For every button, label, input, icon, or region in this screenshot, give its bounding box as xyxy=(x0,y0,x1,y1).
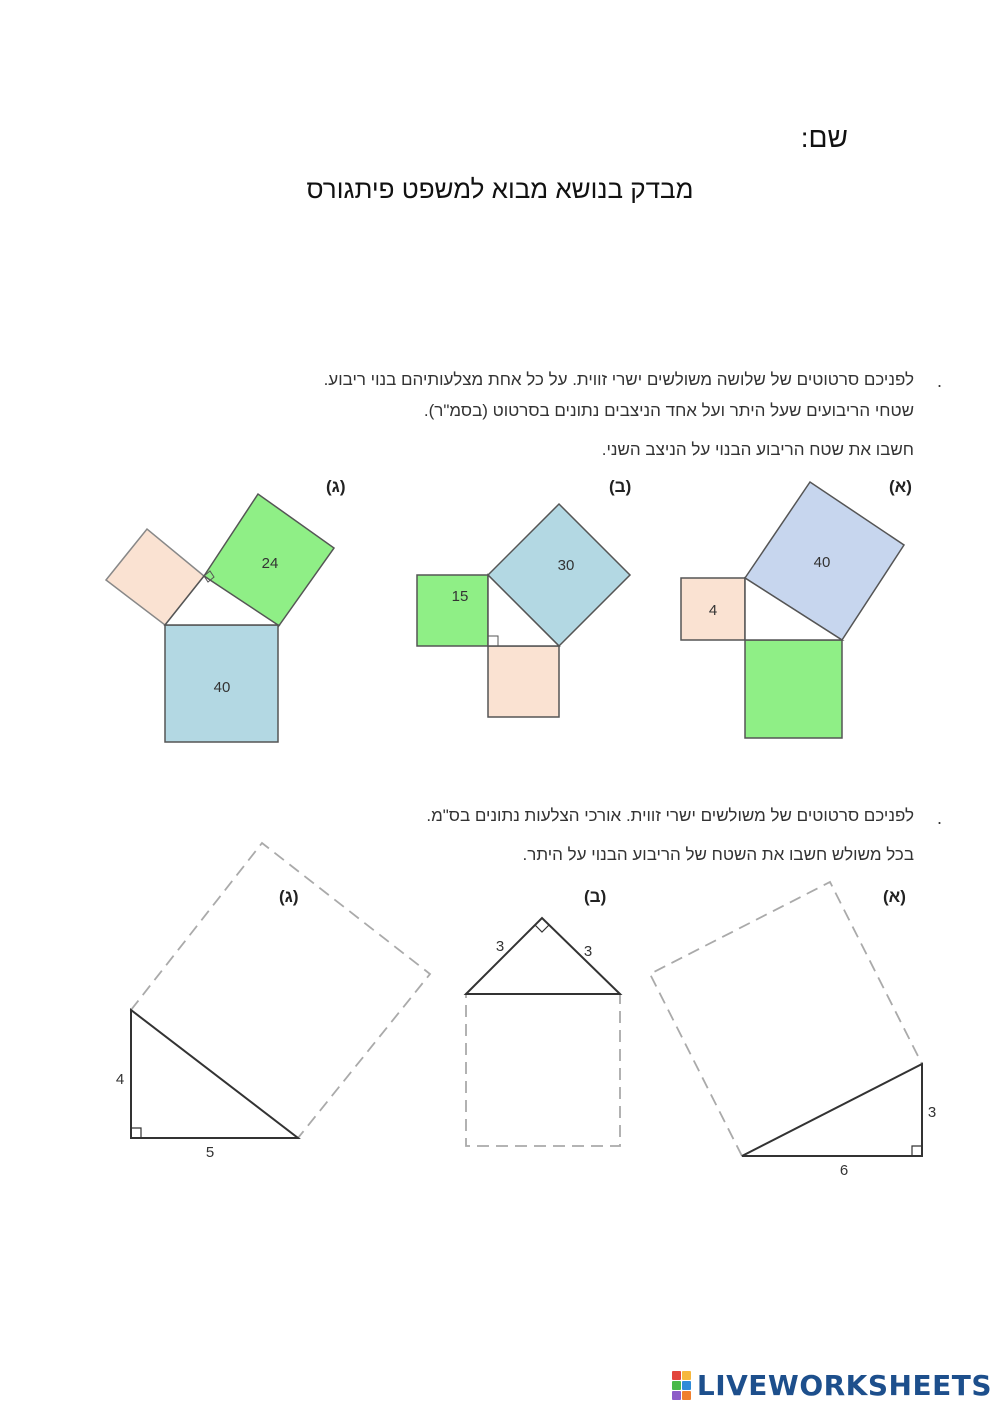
q2-figure-a xyxy=(650,882,936,1179)
q2a-triangle xyxy=(742,1064,922,1156)
footer-brand[interactable] xyxy=(672,1365,992,1405)
q2-figure-b xyxy=(466,918,620,1146)
question2-bullet: . xyxy=(936,808,942,828)
question1-line-3: חשבו את שטח הריבוע הבנוי על הניצב השני. xyxy=(601,440,914,459)
liveworksheets-logo-icon xyxy=(672,1371,691,1400)
q2-label-a: (א) xyxy=(883,887,906,906)
q1b-leg-area: 15 xyxy=(451,588,469,605)
q1a-leg-area: 4 xyxy=(708,602,718,619)
q2-figure-c xyxy=(116,843,430,1161)
q2b-leg-right: 3 xyxy=(583,943,593,960)
q1c-hyp-area: 40 xyxy=(213,679,231,696)
question2-line-2: בכל משולש חשבו את השטח של הריבוע הבנוי על היתר. xyxy=(522,845,914,864)
q1-label-c: (ג) xyxy=(326,477,346,496)
q1b-hyp-area: 30 xyxy=(557,557,575,574)
q2-label-c: (ג) xyxy=(279,887,299,906)
question1-line-2: שטחי הריבועים שעל היתר ועל אחד הניצבים נתונים בסרטוט (בסמ"ר). xyxy=(423,401,914,420)
page-title: מבדק בנושא מבוא למשפט פיתגורס xyxy=(306,174,694,204)
q2-label-b: (ב) xyxy=(584,887,607,906)
q2b-dashed-square xyxy=(466,994,620,1146)
question1-bullet: . xyxy=(936,371,942,391)
q2b-leg-left: 3 xyxy=(495,938,505,955)
q2c-leg-vertical: 4 xyxy=(115,1071,125,1088)
q2a-leg-horizontal: 6 xyxy=(839,1162,849,1179)
q1c-leg-area: 24 xyxy=(261,555,279,572)
question1-line-1: לפניכם סרטוטים של שלושה משולשים ישרי זווית. על כל אחת מצלעותיהם בנוי ריבוע. xyxy=(323,370,914,389)
q1-label-b: (ב) xyxy=(609,477,632,496)
q1-label-a: (א) xyxy=(889,477,912,496)
q1a-hyp-area: 40 xyxy=(813,554,831,571)
footer-brand-text: LIVEWORKSHEETS xyxy=(696,1368,992,1402)
q2c-triangle xyxy=(131,1010,298,1138)
name-label: שם: xyxy=(800,122,848,153)
q2a-leg-vertical: 3 xyxy=(927,1104,937,1121)
question2-line-1: לפניכם סרטוטים של משולשים ישרי זווית. אורכי הצלעות נתונים בס"מ. xyxy=(426,806,914,825)
q2b-triangle xyxy=(466,918,620,994)
q2c-leg-horizontal: 5 xyxy=(205,1144,215,1161)
